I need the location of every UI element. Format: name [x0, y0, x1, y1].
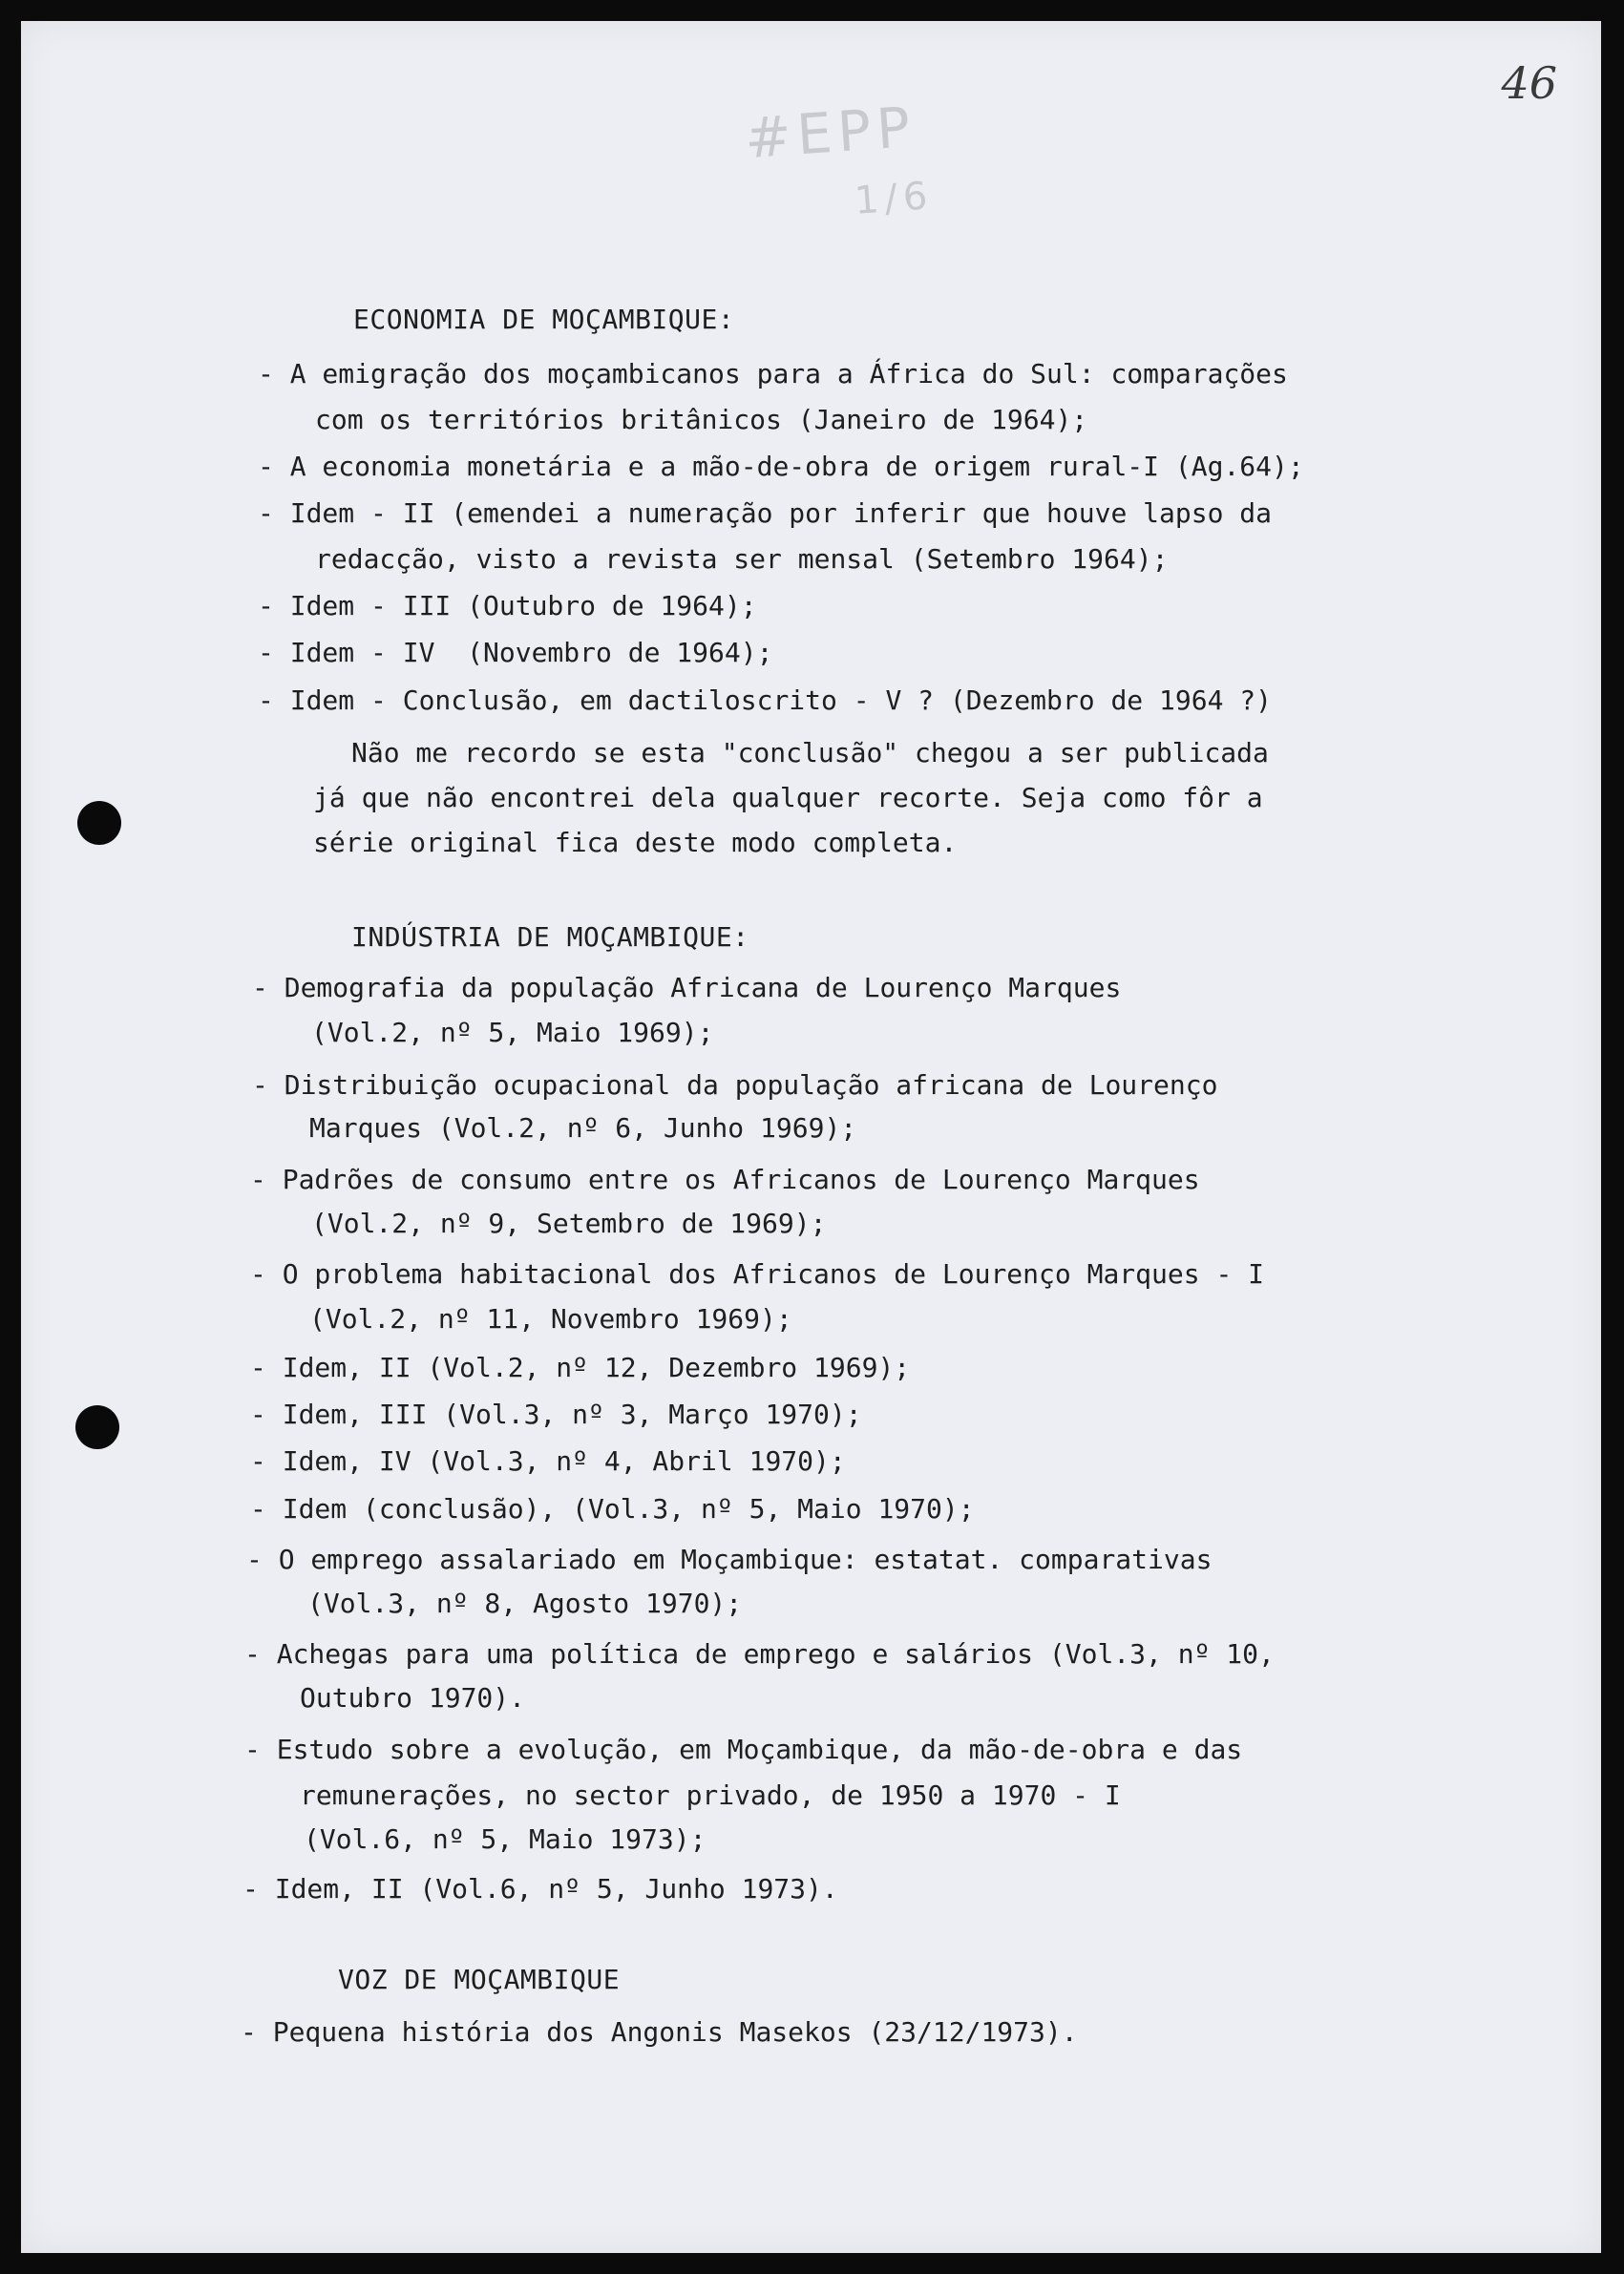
text-line: com os territórios britânicos (Janeiro de 1964); — [315, 404, 1088, 435]
section-heading: ECONOMIA DE MOÇAMBIQUE: — [353, 304, 735, 335]
pencil-annotation: #EPP — [742, 94, 918, 172]
text-line: - Idem, IV (Vol.3, nº 4, Abril 1970); — [250, 1445, 846, 1477]
text-line: Outubro 1970). — [300, 1682, 526, 1714]
text-line: (Vol.3, nº 8, Agosto 1970); — [307, 1588, 743, 1619]
text-line: - Demografia da população Africana de Lourenço Marques — [252, 972, 1122, 1003]
section-heading: VOZ DE MOÇAMBIQUE — [338, 1964, 621, 1995]
text-line: - O emprego assalariado em Moçambique: estatat. comparativas — [246, 1544, 1213, 1575]
text-line: (Vol.6, nº 5, Maio 1973); — [304, 1823, 707, 1855]
text-line: série original fica deste modo completa. — [313, 827, 958, 858]
text-line: - A economia monetária e a mão-de-obra de origem rural-I (Ag.64); — [258, 451, 1304, 482]
text-line: - Padrões de consumo entre os Africanos de Lourenço Marques — [250, 1164, 1200, 1195]
text-line: - O problema habitacional dos Africanos de Lourenço Marques - I — [250, 1258, 1265, 1290]
text-line: Não me recordo se esta "conclusão" chegou a ser publicada — [351, 737, 1269, 769]
text-line: - Idem (conclusão), (Vol.3, nº 5, Maio 1970); — [250, 1493, 975, 1525]
text-line: - Idem - II (emendei a numeração por inferir que houve lapso da — [258, 497, 1273, 529]
pencil-annotation-fraction: 1/6 — [853, 174, 935, 223]
text-line: (Vol.2, nº 5, Maio 1969); — [311, 1017, 714, 1048]
text-line: remunerações, no sector privado, de 1950 a 1970 - I — [300, 1779, 1121, 1811]
text-line: - Idem, III (Vol.3, nº 3, Março 1970); — [250, 1399, 862, 1430]
text-line: - Distribuição ocupacional da população africana de Lourenço — [252, 1069, 1218, 1101]
text-line: - Idem - IV (Novembro de 1964); — [258, 637, 773, 668]
text-line: - Pequena história dos Angonis Masekos (23/12/1973). — [241, 2016, 1078, 2048]
text-line: - Estudo sobre a evolução, em Moçambique, da mão-de-obra e das — [244, 1734, 1243, 1765]
text-line: - Achegas para uma política de emprego e salários (Vol.3, nº 10, — [244, 1638, 1275, 1670]
text-line: - Idem - Conclusão, em dactiloscrito - V ? (Dezembro de 1964 ?) — [258, 684, 1273, 716]
text-line: - Idem, II (Vol.2, nº 12, Dezembro 1969); — [250, 1352, 911, 1383]
page-number: 46 — [1501, 57, 1557, 109]
text-line: (Vol.2, nº 9, Setembro de 1969); — [311, 1208, 827, 1239]
text-line: já que não encontrei dela qualquer recorte. Seja como fôr a — [313, 782, 1263, 813]
text-line: Marques (Vol.2, nº 6, Junho 1969); — [309, 1112, 857, 1144]
text-line: redacção, visto a revista ser mensal (Setembro 1964); — [315, 543, 1169, 575]
text-line: - Idem - III (Outubro de 1964); — [258, 590, 757, 621]
section-heading: INDÚSTRIA DE MOÇAMBIQUE: — [351, 921, 749, 953]
text-line: - A emigração dos moçambicanos para a África do Sul: comparações — [258, 358, 1288, 390]
text-line: (Vol.2, nº 11, Novembro 1969); — [309, 1303, 792, 1335]
text-line: - Idem, II (Vol.6, nº 5, Junho 1973). — [243, 1873, 838, 1905]
